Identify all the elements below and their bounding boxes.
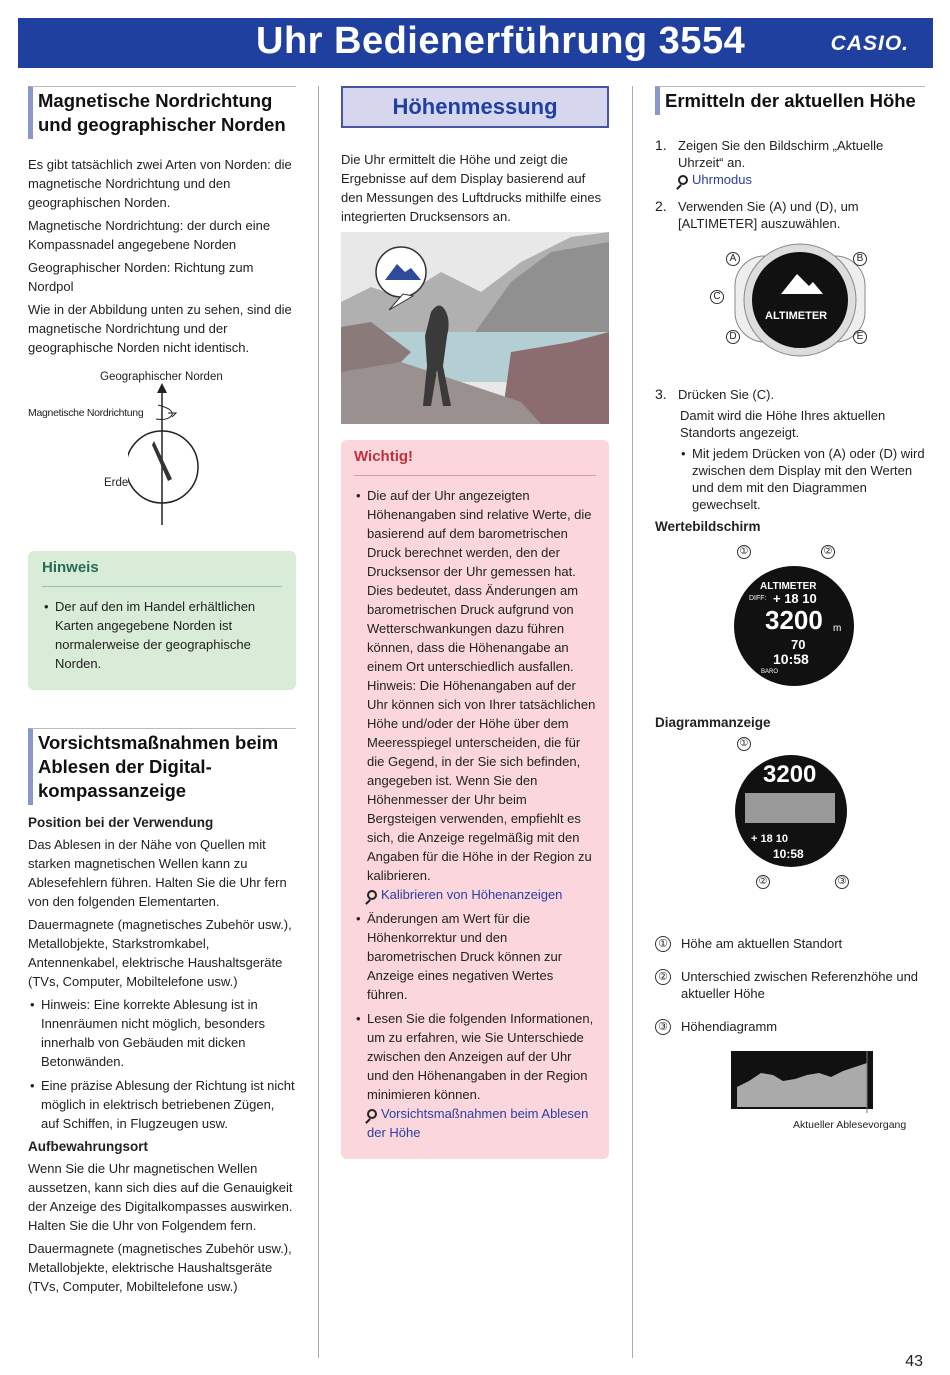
watch-label: ALTIMETER [765,310,828,322]
precautions-link[interactable]: Vorsichtsmaßnahmen beim Ablesen der Höhe [367,1106,589,1140]
display-time: 10:58 [773,847,804,861]
legend-number: ③ [655,1019,671,1035]
paragraph: Magnetische Nordrichtung: der durch eine Kompassnadel angegebene Norden [28,218,271,252]
display-height: 3200 [765,605,823,635]
important-box [341,440,609,1159]
search-icon [367,890,377,900]
height-chart [731,1051,873,1113]
important-item [354,1009,596,1142]
button-b-marker: B [853,252,867,266]
column-divider [632,86,633,1358]
display-diff-label: DIFF: [749,595,767,602]
legend-item [655,935,925,952]
note-item: • Der auf den im Handel erhältlichen Karten angegebene Norden ist normalerweise der geographische Norden. [42,597,282,673]
value-display-figure [655,539,925,709]
step-number: 1. [655,137,667,153]
paragraph: Die Uhr ermittelt die Höhe und zeigt die Ergebnisse auf dem Display basierend auf den Messungen des Luftdrucks mithilfe eines integrierten Drucksensors an. [341,152,602,224]
watch-figure [655,242,925,362]
list-item: • Eine präzise Ablesung der Richtung ist nicht möglich in elektrisch betriebenen Zügen, auf Schiffen, in Flugzeugen usw. [28,1076,296,1133]
section-title: Höhenmessung [341,86,609,128]
display-alt-label: ALTIMETER [760,581,817,592]
watch-mode-link[interactable]: Uhrmodus [692,172,752,187]
paragraph: Es gibt tatsächlich zwei Arten von Norden: die magnetische Nordrichtung und den geographischen Norden. [28,157,292,210]
paragraph: Dauermagnete (magnetisches Zubehör usw.), Metallobjekte, elektrische Haushaltsgeräte (TVs, Computer, Mobiltelefone usw.) [28,1241,292,1294]
figure-label-mag: Magnetische Nordrichtung [28,407,144,419]
note-box [28,551,296,690]
compass-diagram [128,383,248,533]
display-unit: m [833,623,842,634]
subheading: Aufbewahrungsort [28,1139,148,1154]
step-text: Drücken Sie (C). [678,387,775,402]
column-right [655,86,925,1141]
step-item [655,137,925,188]
callout-2: ② [756,875,770,889]
legend-text: Unterschied zwischen Referenzhöhe und aktueller Höhe [681,969,919,1001]
brand-logo: CASIO. [830,32,909,55]
paragraph: Das Ablesen in der Nähe von Quellen mit starken magnetischen Wellen kann zu Ablesefehlern führen. Halten Sie die Uhr fern von den folgenden Elementarten. [28,837,287,909]
header-bar [18,18,933,68]
legend-number: ① [655,936,671,952]
paragraph: Dauermagnete (magnetisches Zubehör usw.), Metallobjekte, Starkstromkabel, Antennenkabel, elektrische Haushaltsgeräte (TVs, Computer, Mobiltelefone usw.) [28,917,292,989]
graph-display-figure [655,735,925,905]
legend-number: ② [655,969,671,985]
callout-2: ② [821,545,835,559]
display-diff-value: + 18 10 [773,591,817,606]
search-icon [367,1109,377,1119]
section-title: Ermitteln der aktuellen Höhe [655,86,925,115]
list-item: • Hinweis: Eine korrekte Ablesung ist in Innenräumen nicht möglich, besonders innerhalb von Gebäuden mit dicken Betonwänden. [28,995,296,1071]
callout-3: ③ [835,875,849,889]
note-title: Hinweis [42,559,282,587]
paragraph: Wenn Sie die Uhr magnetischen Wellen aussetzen, kann sich dies auf die Genauigkeit der Anzeige des Digitalkompasses auswirken. Halten Sie die Uhr von Folgendem fern. [28,1161,293,1233]
section-title: Vorsichtsmaßnahmen beim Ablesen der Digital-kompassanzeige [28,728,296,805]
important-text: Die auf der Uhr angezeigten Höhenangaben sind relative Werte, die basierend auf dem barometrischen Druck berechnet werden, den der Drucksensor der Uhr gemessen hat. Dies bedeutet, dass Änderungen am barometrischen Druck aufgrund von Wetterschwankungen dazu führen können, dass die Höhenangabe an einem Ort unterschiedlich ausfallen. Hinweis: Die Höhenangaben auf der Uhr können sich von Ihrer tatsächlichen Höhe und/oder der Höhe über dem Meeresspiegel unterscheiden, die für die Gegend, in der Sie sich befinden, angegeben ist. Wenn Sie den Höhenmesser der Uhr beim Bergsteigen verwenden, empfiehlt es sich, die Anzeige regelmäßig mit den Angaben für die Höhe in der Region zu kalibrieren. [367,488,596,883]
list-item: • Mit jedem Drücken von (A) oder (D) wird zwischen dem Display mit den Werten und dem mit den Diagrammen gewechselt. [679,445,925,513]
button-c-marker: C [710,290,724,304]
legend-text: Höhendiagramm [681,1019,778,1034]
hiker-illustration [341,232,609,424]
figure-label-earth: Erde [104,477,129,489]
section-title: Magnetische Nordrichtung und geographischer Norden [28,86,296,139]
step-item [655,198,925,232]
paragraph: Geographischer Norden: Richtung zum Nordpol [28,260,254,294]
display-height: 3200 [763,761,817,788]
subheading: Position bei der Verwendung [28,815,214,830]
button-a-marker: A [726,252,740,266]
subheading: Diagrammanzeige [655,715,771,730]
subheading: Wertebildschirm [655,519,761,534]
step-item [655,386,925,403]
column-middle [341,86,609,1159]
display-heart: 70 [791,637,806,652]
page-title: Uhr Bedienerführung 3554 [256,20,746,62]
step-text: Verwenden Sie (A) und (D), um [ALTIMETER] auszuwählen. [678,199,859,231]
calibrate-link[interactable]: Kalibrieren von Höhenanzeigen [381,887,563,902]
callout-1: ① [737,737,751,751]
important-item: • Änderungen am Wert für die Höhenkorrektur und den barometrischen Druck können zur Anzeige eines negativen Wertes führen. [354,909,596,1004]
step-number: 3. [655,386,667,402]
display-diff-value: + 18 10 [751,833,789,845]
legend-item [655,1018,925,1035]
paragraph: Damit wird die Höhe Ihres aktuellen Standorts angezeigt. [680,408,886,440]
important-text: Lesen Sie die folgenden Informationen, um zu erfahren, wie Sie Unterschiede zwischen den Anzeigen auf der Uhr und den Höhenangaben in der Region minimieren können. [367,1011,594,1102]
step-text: Zeigen Sie den Bildschirm „Aktuelle Uhrzeit“ an. [678,138,884,170]
legend-item [655,968,925,1002]
important-title: Wichtig! [354,448,596,476]
step-number: 2. [655,198,667,214]
paragraph: Wie in der Abbildung unten zu sehen, sind die magnetische Nordrichtung und der geographische Norden nicht identisch. [28,302,292,355]
figure-label-geo: Geographischer Norden [100,371,223,383]
important-item [354,486,596,904]
callout-1: ① [737,545,751,559]
display-baro: BARO [761,669,779,675]
legend-text: Höhe am aktuellen Standort [681,936,843,951]
button-e-marker: E [853,330,867,344]
search-icon [678,175,688,185]
height-chart-figure [655,1051,925,1141]
display-time: 10:58 [773,651,809,667]
chart-caption: Aktueller Ablesevorgang [793,1119,907,1131]
page-number: 43 [905,1353,923,1370]
column-left [28,86,296,1300]
button-d-marker: D [726,330,740,344]
north-figure [28,371,296,531]
column-divider [318,86,319,1358]
